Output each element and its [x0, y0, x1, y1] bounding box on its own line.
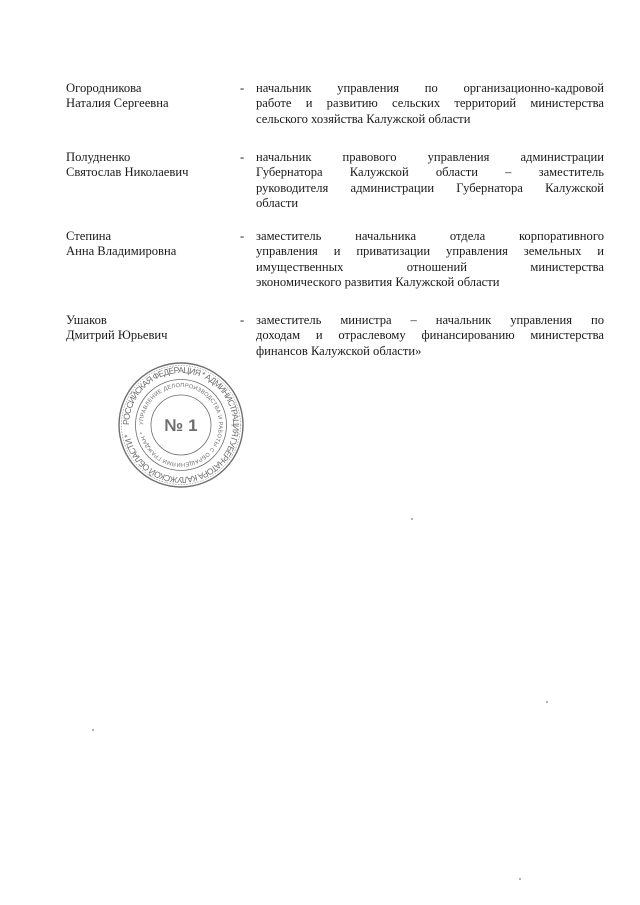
- role-line: сельского хозяйства Калужской области: [256, 111, 471, 126]
- role-line: доходам и отраслевому финансированию министерства: [256, 328, 604, 343]
- person-name: [66, 229, 226, 260]
- role-line: области: [256, 196, 299, 211]
- dash-separator: -: [240, 81, 245, 95]
- seal-number: № 1: [164, 416, 198, 435]
- seal-inner-text: УПРАВЛЕНИЕ ДЕЛОПРОИЗВОДСТВА И РАБОТЫ С ОБРАЩЕНИЯМИ ГРАЖДАН *: [138, 382, 224, 468]
- role-line: управления и приватизации управления земельных и: [256, 244, 604, 259]
- role-line: финансов Калужской области»: [256, 343, 422, 358]
- role-line: заместитель начальника отдела корпоративного: [256, 229, 604, 243]
- role-line: работе и развитию сельских территорий министерства: [256, 96, 604, 111]
- position-description: [256, 150, 604, 212]
- seal-outer-text: РОССИЙСКАЯ ФЕДЕРАЦИЯ * АДМИНИСТРАЦИЯ ГУБЕРНАТОРА КАЛУЖСКОЙ ОБЛАСТИ *: [120, 364, 242, 486]
- role-line: имущественных отношений министерства: [256, 259, 604, 274]
- surname: Ушаков: [66, 313, 107, 327]
- given-names: Анна Владимировна: [66, 244, 177, 259]
- role-line: экономического развития Калужской области: [256, 275, 500, 290]
- position-description: [256, 81, 604, 127]
- person-name: [66, 81, 226, 112]
- position-description: [256, 313, 604, 359]
- surname: Полудненко: [66, 150, 131, 164]
- surname: Степина: [66, 229, 112, 243]
- role-line: Губернатора Калужской области – заместитель: [256, 165, 604, 180]
- person-name: [66, 313, 226, 344]
- role-line: руководителя администрации Губернатора Калужской: [256, 180, 604, 195]
- scan-speck: [411, 518, 413, 520]
- dash-separator: -: [240, 313, 245, 327]
- official-seal: [116, 360, 246, 490]
- given-names: Святослав Николаевич: [66, 165, 189, 180]
- dash-separator: -: [240, 150, 245, 164]
- person-name: [66, 150, 226, 181]
- scan-speck: [92, 729, 94, 731]
- position-description: [256, 229, 604, 291]
- surname: Огородникова: [66, 81, 142, 95]
- scan-speck: [546, 701, 548, 703]
- dash-separator: -: [240, 229, 245, 243]
- scan-speck: [519, 878, 521, 880]
- role-line: заместитель министра – начальник управления по: [256, 313, 604, 327]
- given-names: Наталия Сергеевна: [66, 96, 169, 111]
- given-names: Дмитрий Юрьевич: [66, 328, 168, 343]
- role-line: начальник управления по организационно-кадровой: [256, 81, 604, 95]
- role-line: начальник правового управления администрации: [256, 150, 604, 164]
